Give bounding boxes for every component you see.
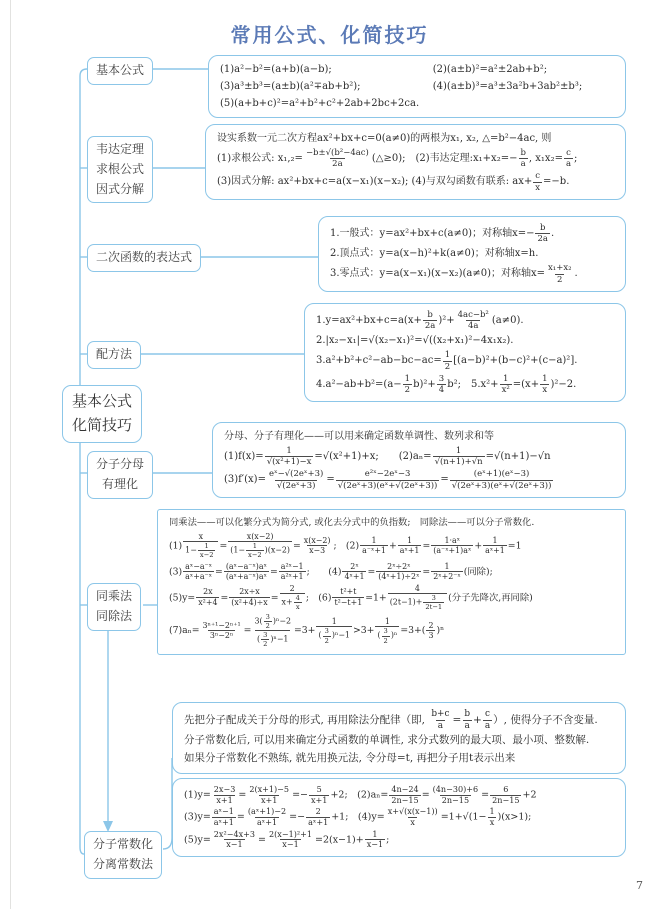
formula-line: 3.零点式：y=a(x−x₁)(x−x₂)(a≠0)；对称轴x= $\frac{\text{x₁+x₂}}{2}$ . bbox=[330, 263, 578, 285]
formula-line: (5)(a+b+c)²=a²+b²+c²+2ab+2bc+2ca. bbox=[220, 98, 420, 109]
formula-line: 4.a²−ab+b²=(a− $\frac{1}{2}$ b)²+ $\frac{3}{4}$ b²; 5.x²+ $\frac{1}{\text{x²}}$ =(x+ $\frac{1}{x}$ )²−2. bbox=[316, 373, 577, 395]
formula-line: (5)y= $\frac{\text{2x²−4x+3}}{x-1}$ = $\frac{\text{2(x−1)²+1}}{x-1}$ =2(x−1)+ $\frac{1}{x-1}$ ; bbox=[184, 829, 390, 850]
formula-line: 3.a²+b²+c²−ab−bc−ac= $\frac{1}{2}$ [(a−b)²+(b−c)²+(c−a)²]. bbox=[316, 350, 578, 372]
node-label: 配方法 bbox=[96, 347, 133, 361]
formula-line: 2.|x₂−x₁|=√(x₂−x₁)²=√((x₂+x₁)²−4x₁x₂). bbox=[316, 335, 514, 347]
page-title: 常用公式、化简技巧 bbox=[230, 25, 429, 47]
node-label: 基本公式 bbox=[72, 393, 133, 410]
formula-line: 1.一般式：y=ax²+bx+c(a≠0)；对称轴x=− $\frac{b}{2a}$ . bbox=[330, 223, 555, 245]
box-completing-square bbox=[304, 303, 626, 402]
trunk-upper-line bbox=[80, 69, 87, 386]
node-label: 有理化 bbox=[102, 476, 139, 491]
node-rationalization bbox=[87, 451, 153, 499]
formula-line: 设实系数一元二次方程ax²+bx+c=0(a≠0)的两根为x₁, x₂, △=b²−4ac, 则 bbox=[217, 133, 552, 144]
note-line: 先把分子配成关于分母的形式, 再用除法分配律（即, $\frac{b+c}{a}$ = $\frac{b}{a}$ + $\frac{c}{a}$ ）, 使得分子不含变量. bbox=[184, 709, 598, 731]
box-rationalization bbox=[212, 422, 626, 498]
node-label: 分子分母 bbox=[96, 457, 145, 471]
trunk-lower-line bbox=[80, 437, 84, 854]
node-quadratic-function-forms bbox=[87, 244, 201, 272]
formula-line: (7)aₙ= $\frac{\text{3ⁿ⁺¹−2ⁿ⁺¹}}{\text{3ⁿ−2ⁿ}}$ = 3( $\frac{3}{2}$ )ⁿ−2 ( $\frac{3}{2}$ )ⁿ−1 =3+ 1 ( $\frac{3}{2}$ )ⁿ−1 >3+ 1 ( $\frac{3}{2}$ )ⁿ =3+( $\frac{2}{3}$ )ⁿ bbox=[169, 613, 445, 649]
formula-row bbox=[220, 61, 614, 78]
formula-line: 2.顶点式：y=a(x−h)²+k(a≠0)；对称轴x=h. bbox=[330, 248, 539, 260]
node-label: 二次函数的表达式 bbox=[96, 250, 193, 264]
note-line: 分子常数化后, 可以用来确定分式函数的单调性, 求分式数列的最大项、最小项、整数解. bbox=[184, 734, 590, 747]
formula-line: (3)因式分解: ax²+bx+c=a(x−x₁)(x−x₂); (4)与双勾函数有联系: ax+ $\frac{c}{x}$ =−b. bbox=[217, 171, 570, 193]
node-completing-square bbox=[87, 341, 141, 369]
formula-line: (1)y= $\frac{2x-3}{x+1}$ = $\frac{2(x+1)-5}{x+1}$ =− $\frac{5}{x+1}$ +2; (2)aₙ= $\frac{4n-24}{2n-15}$ = $\frac{(4n-30)+6}{2n-15}$ = $\frac{6}{2n-15}$ +2 bbox=[184, 785, 537, 805]
formula-line: (3) $\frac{\text{aˣ−a⁻ˣ}}{\text{aˣ+a⁻ˣ}}$ = $\frac{\text{(aˣ−a⁻ˣ)aˣ}}{\text{(aˣ+a⁻ˣ)aˣ}}$ = $\frac{\text{a²ˣ−1}}{\text{a²ˣ+1}}$ ; (4) $\frac{\text{2ˣ}}{\text{4ˣ+1}}$ = $\frac{\text{2ˣ÷2ˣ}}{\text{(4ˣ+1)÷2ˣ}}$ = $\frac{1}{\text{2ˣ+2⁻ˣ}}$ (同除); bbox=[169, 561, 493, 582]
box-vieta-theorem bbox=[205, 124, 626, 200]
formula-row bbox=[220, 78, 614, 95]
formula-line: (1)f(x)= $\frac{1}{\text{√(x²+1)−x}}$ =√(x²+1)+x; (2)aₙ= $\frac{1}{√(n+1)+√n}$ =√(n+1)−√n bbox=[224, 446, 551, 468]
formula: (2)(a±b)²=a²±2ab+b²; bbox=[432, 64, 548, 75]
page-scan-edge bbox=[10, 0, 11, 909]
node-label: 分子常数化 bbox=[93, 837, 154, 851]
node-same-multiply-divide bbox=[87, 583, 141, 631]
node-label: 因式分解 bbox=[96, 181, 145, 196]
formula: (4)(a±b)³=a³±3a²b+3ab²±b³; bbox=[432, 81, 583, 92]
note-line: 如果分子常数化不熟练, 就先用换元法, 令分母=t, 再把分子用t表示出来 bbox=[184, 752, 516, 765]
formula-line: (5)y= $\frac{2x}{\text{x²+4}}$ = $\frac{2x\div x}{\text{(x²+4)÷x}}$ = 2 x+ $\frac{4}{x}$ ; (6) $\frac{\text{t²+t}}{\text{t²−t+1}}$ =1+ 4 (2t−1)+ $\frac{3}{2t-1}$ (分子先降次,再同除) bbox=[169, 583, 533, 612]
box-constant-separation-examples bbox=[172, 778, 626, 857]
node-vieta-roots-factoring bbox=[87, 136, 153, 203]
formula-line: 分母、分子有理化——可以用来确定函数单调性、数列求和等 bbox=[224, 431, 494, 442]
formula: (3)a³±b³=(a±b)(a²∓ab+b²); bbox=[220, 81, 361, 92]
formula-line: 同乘法——可以化繁分式为简分式, 或化去分式中的负指数; 同除法——可以分子常数化. bbox=[169, 517, 535, 528]
formula-line: (3)y= $\frac{\text{aˣ−1}}{\text{aˣ+1}}$ = $\frac{\text{(aˣ+1)−2}}{\text{aˣ+1}}$ =− $\frac{2}{\text{aˣ+1}}$ +1; (4)y= $\frac{x+√(x(x-1))}{x}$ =1+√(1− $\frac{1}{x}$ )(x>1); bbox=[184, 807, 532, 828]
page-number: 7 bbox=[636, 879, 643, 892]
node-label: 韦达定理 bbox=[96, 142, 145, 156]
node-label: 求根公式 bbox=[96, 161, 145, 176]
root-node bbox=[62, 385, 142, 443]
node-label: 分离常数法 bbox=[93, 856, 154, 871]
node-label: 同除法 bbox=[96, 608, 133, 623]
formula-line: (1)求根公式: x₁,₂= $\frac{\text{−b±√(b²−4ac)}}{2a}$ (△≥0); (2)韦达定理:x₁+x₂=− $\frac{b}{a}$ , x₁x₂= $\frac{c}{a}$ ; bbox=[217, 148, 578, 170]
formula: (1)a²−b²=(a+b)(a−b); bbox=[220, 64, 332, 75]
node-label: 同乘法 bbox=[96, 589, 133, 603]
node-numerator-constantization bbox=[84, 831, 162, 879]
box-multiply-divide bbox=[157, 509, 626, 655]
box-note-numerator-constant bbox=[172, 702, 626, 774]
formula-line: 1.y=ax²+bx+c=a(x+ $\frac{b}{2a}$ )²+ $\frac{\text{4ac−b²}}{4a}$ (a≠0). bbox=[316, 310, 524, 332]
node-label: 基本公式 bbox=[96, 63, 145, 77]
box-basic-formulas bbox=[208, 55, 626, 118]
formula-line: (3)f′(x)= $\frac{\text{eˣ−√(2eˣ+3)}}{\text{√(2eˣ+3)}}$ = $\frac{\text{e²ˣ−2eˣ−3}}{\text{√(2eˣ+3)(eˣ+√(2eˣ+3))}}$ = $\frac{\text{(eˣ+1)(eˣ−3)}}{\text{√(2eˣ+3)(eˣ+√(2eˣ+3))}}$ bbox=[224, 469, 552, 491]
box-quadratic-function-forms bbox=[318, 216, 626, 292]
node-basic-formulas bbox=[87, 57, 153, 85]
link-changshu-box bbox=[163, 758, 172, 849]
node-label: 化简技巧 bbox=[72, 417, 133, 434]
formula-line: (1) x 1− $\frac{1}{x-2}$ = x(x−2) (1− $\frac{1}{x-2}$ )(x−2) = $\frac{x(x-2)}{x-3}$ ; (2) $\frac{1}{\text{a⁻ˣ+1}}$ + $\frac{1}{\text{aˣ+1}}$ = $\frac{\text{1·aˣ}}{\text{(a⁻ˣ+1)aˣ}}$ + $\frac{1}{\text{aˣ+1}}$ =1 bbox=[169, 531, 522, 560]
